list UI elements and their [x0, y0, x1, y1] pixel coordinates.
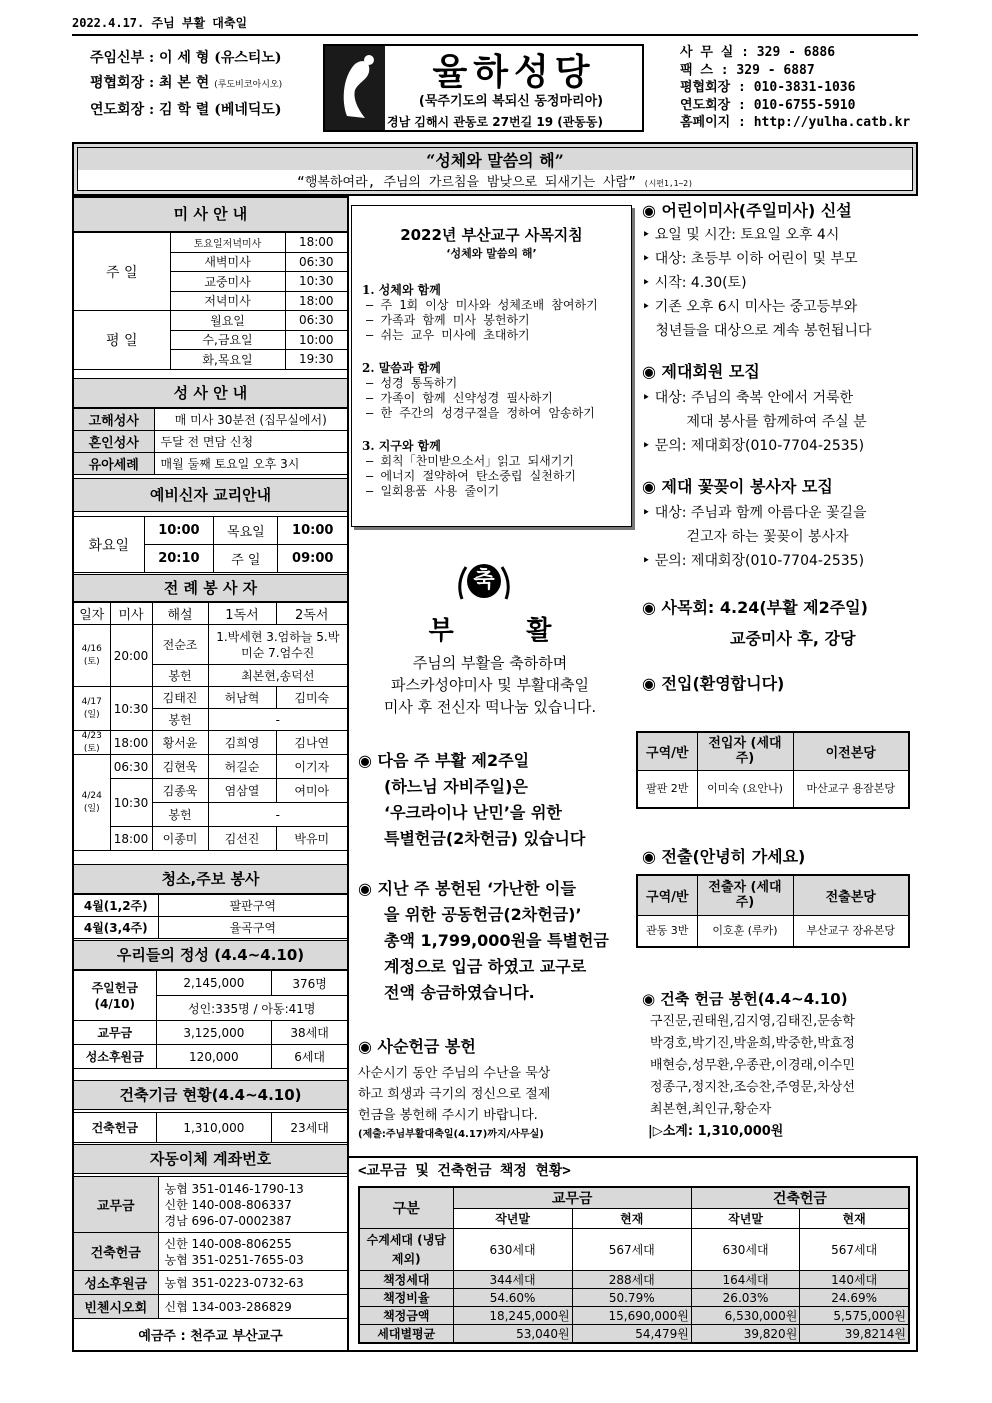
- person: 이호훈 (루카): [697, 915, 793, 947]
- table-cell: 53,040원: [453, 1325, 572, 1344]
- youth-president: 연도회장 : 김 학 렬 (베네딕도): [90, 102, 282, 118]
- guideline-item: – 쉬는 교우 미사에 초대하기: [366, 328, 530, 342]
- col-header: 작년말: [453, 1209, 572, 1229]
- parish: 마산교구 용잠본당: [793, 770, 909, 808]
- reader-2: 여미아: [276, 779, 347, 803]
- guideline-section: 1. 성체와 함께: [362, 283, 441, 297]
- contact-block: [680, 44, 910, 132]
- parish-subtitle: (묵주기도의 복되신 동정마리아): [418, 94, 604, 109]
- offering-amount: 2,145,000: [156, 971, 272, 996]
- flower-title: ◉ 제대 꽃꽂이 봉사자 모집: [642, 477, 833, 496]
- notice-poor-collection: ◉ 지난 주 봉헌된 ‘가난한 이들 을 위한 공동헌금(2차헌금)’ 총액 1,799,000원을 특별헌금 계정으로 입금 하였고 교구로 전액 송금하였습니다.: [358, 879, 609, 1002]
- guideline-item: – 주 1회 이상 미사와 성체조배 참여하기: [366, 298, 598, 312]
- office-tel: 사 무 실 : 329 - 6886: [680, 45, 836, 60]
- catechumen-table: [74, 516, 347, 573]
- sacrament-info: 매월 둘째 토요일 오후 3시: [154, 453, 347, 475]
- lent-note: (제출:주님부활대축일(4.17)까지/사무실): [358, 1129, 544, 1140]
- accounts-title: 자동이체 계좌번호: [74, 1144, 347, 1174]
- kids-mass-title: ◉ 어린이미사(주일미사) 신설: [642, 201, 852, 220]
- parish: 부산교구 장유본당: [793, 915, 909, 947]
- sunday-label: 주 일: [74, 233, 170, 311]
- youth-tel: 연도회장 : 010-6755-5910: [680, 97, 856, 113]
- cleaning-table: [74, 894, 347, 939]
- account-list: 신한 140-008-806255 농협 351-0251-7655-03: [158, 1233, 347, 1271]
- easter-message: 주님의 부활을 축하하며 파스카성야미사 및 부활대축일 미사 후 전신자 떡나눔 있습니다.: [383, 654, 597, 716]
- celebration-emblem-icon: [452, 555, 516, 607]
- notice-ukraine: ◉ 다음 주 부활 제2주일 (하느님 자비주일)은 ‘우크라이나 난민’을 위한 특별헌금(2차헌금) 있습니다: [358, 751, 586, 848]
- col-header: 이전본당: [793, 732, 909, 770]
- servers-title: 전 례 봉 사 자: [74, 574, 347, 602]
- date-cell: 4/16 (토): [74, 625, 110, 687]
- catechumen-title: 예비신자 교리안내: [74, 478, 347, 512]
- mass-time: 06:30: [285, 252, 347, 272]
- guideline-section: 3. 지구와 함께: [362, 439, 441, 453]
- assessment-title: <교무금 및 건축헌금 책정 현황>: [358, 1163, 571, 1179]
- table-cell: 50.79%: [572, 1289, 691, 1307]
- guideline-title: 2022년 부산교구 사목지침: [400, 226, 583, 244]
- commentator: 김태진: [152, 687, 208, 709]
- person: 이미숙 (요안나): [697, 770, 793, 808]
- date-cell: 4/23 (토): [74, 731, 110, 755]
- left-column: [72, 196, 349, 1352]
- sacrament-name: 혼인성사: [74, 431, 154, 453]
- row-label: 수계세대 (냉담제외): [359, 1229, 453, 1271]
- commentator: 김종욱: [152, 779, 208, 803]
- col-header: 2독서: [276, 603, 347, 625]
- reader-2: 김미숙: [276, 687, 347, 709]
- move-in-title: ◉ 전입(환영합니다): [642, 674, 785, 693]
- emblem-text: 축: [473, 568, 495, 593]
- mass-time: 18:00: [110, 827, 152, 851]
- council-tel: 평협회장 : 010-3831-1036: [680, 80, 856, 95]
- offering-label: 교무금: [74, 1021, 156, 1045]
- offering-label: 주일헌금 (4/10): [74, 971, 156, 1021]
- table-cell: 630세대: [453, 1229, 572, 1271]
- table-cell: 39,8214원: [800, 1325, 909, 1344]
- offering-count: 6세대: [272, 1045, 347, 1069]
- banner-quote: “행복하여라, 주님의 가르침을 밤낮으로 되새기는 사람” (시편1,1~2): [297, 175, 693, 190]
- table-cell: 164세대: [691, 1271, 799, 1289]
- date-cell: 4/24 (일): [74, 755, 110, 851]
- offertory-label: 봉헌: [152, 803, 208, 827]
- mass-name: 교중미사: [170, 272, 285, 292]
- building-table: [74, 1112, 347, 1143]
- commentator: 이종미: [152, 827, 208, 851]
- col-header: 일자: [74, 603, 110, 625]
- class-time: 10:00: [144, 517, 214, 545]
- weekday-label: 평 일: [74, 311, 170, 370]
- move-in-table: [636, 731, 910, 809]
- mass-name: 수,금요일: [170, 330, 285, 350]
- row-label: 책정금액: [359, 1307, 453, 1325]
- cleaning-week: 4월(1,2주): [74, 895, 158, 917]
- mass-name: 새벽미사: [170, 252, 285, 272]
- mass-title: 미 사 안 내: [74, 198, 347, 232]
- col-header: 해설: [152, 603, 208, 625]
- mass-time: 20:00: [110, 625, 152, 687]
- mass-name: 화,목요일: [170, 350, 285, 370]
- mass-time: 10:30: [110, 779, 152, 827]
- offering-title: 우리들의 정성 (4.4~4.10): [74, 940, 347, 970]
- sacrament-table: [74, 408, 347, 475]
- offertory-label: 봉헌: [152, 709, 208, 731]
- lent-title: ◉ 사순헌금 봉헌: [358, 1037, 476, 1056]
- col-header: 현재: [572, 1209, 691, 1229]
- staff-block: [90, 46, 282, 123]
- move-out-title: ◉ 전출(안녕히 가세요): [642, 847, 806, 866]
- guideline-item: – 일회용품 사용 줄이기: [366, 484, 500, 498]
- mass-name: 저녁미사: [170, 291, 285, 311]
- sunday-label: 주 일: [214, 545, 278, 573]
- col-header: 구역/반: [637, 875, 697, 915]
- parish-address: 경남 김해시 관동로 27번길 19 (관동동): [387, 115, 603, 129]
- reader-2: 이기자: [276, 755, 347, 779]
- year-banner: [72, 142, 918, 196]
- mass-time: 10:30: [110, 687, 152, 731]
- mass-time: 19:30: [285, 350, 347, 370]
- sacrament-info: 두달 전 면담 신청: [154, 431, 347, 453]
- account-label: 성소후원금: [74, 1271, 158, 1295]
- building-count: 23세대: [272, 1113, 347, 1143]
- guideline-section: 2. 말씀과 함께: [362, 361, 441, 375]
- fax: 팩 스 : 329 - 6887: [680, 62, 815, 78]
- council-president: 평협회장 : 최 본 현 (루도비코아시오): [90, 75, 283, 91]
- easter-title: 부 활: [428, 616, 552, 646]
- offertory-names: 최본현,송덕선: [208, 665, 347, 687]
- cleaning-group: 율곡구역: [158, 917, 347, 939]
- table-cell: 630세대: [691, 1229, 799, 1271]
- reader-2: 김나연: [276, 731, 347, 755]
- offering-count: 376명: [272, 971, 347, 996]
- col-header: 전출본당: [793, 875, 909, 915]
- col-header: 전출자 (세대주): [697, 875, 793, 915]
- offering-table: [74, 970, 347, 1069]
- mass-name: 월요일: [170, 311, 285, 331]
- mass-time: 18:00: [110, 731, 152, 755]
- assessment-table: [358, 1186, 910, 1344]
- building-offerers-title: ◉ 건축 헌금 봉헌(4.4~4.10): [642, 990, 848, 1008]
- account-label: 교무금: [74, 1177, 158, 1233]
- building-total: |▷소계: 1,310,000원: [648, 1124, 784, 1139]
- cleaning-group: 팔판구역: [158, 895, 347, 917]
- row-label: 책정세대: [359, 1271, 453, 1289]
- table-cell: 39,820원: [691, 1325, 799, 1344]
- col-header: 현재: [800, 1209, 909, 1229]
- cleaning-title: 청소,주보 봉사: [74, 864, 347, 894]
- guideline-item: – 회칙「찬미받으소서」읽고 되새기기: [366, 454, 574, 468]
- guideline-item: – 한 주간의 성경구절을 정하여 암송하기: [366, 406, 595, 420]
- pastoral-council-title: ◉ 사목회: 4.24(부활 제2주일): [642, 598, 868, 617]
- col-header: 작년말: [691, 1209, 799, 1229]
- table-cell: 5,575,000원: [800, 1307, 909, 1325]
- account-list: 농협 351-0146-1790-13 신한 140-008-806337 경남 696-07-0002387: [158, 1177, 347, 1233]
- account-holder: 예금주 : 천주교 부산교구: [74, 1319, 347, 1351]
- guideline-item: – 에너지 절약하여 탄소중립 실천하기: [366, 469, 577, 483]
- commentator: 황서윤: [152, 731, 208, 755]
- mass-name: 토요일저녁미사: [170, 233, 285, 253]
- row-label: 세대별평균: [359, 1325, 453, 1344]
- district: 관동 3반: [637, 915, 697, 947]
- servers-table: [74, 602, 347, 851]
- district: 팔판 2반: [637, 770, 697, 808]
- table-cell: 344세대: [453, 1271, 572, 1289]
- guideline-item: – 가족과 함께 미사 봉헌하기: [366, 313, 530, 327]
- col-header: 전입자 (세대주): [697, 732, 793, 770]
- reader-1: 김선진: [208, 827, 276, 851]
- col-header: 구분: [359, 1187, 453, 1229]
- account-label: 빈첸시오회: [74, 1295, 158, 1319]
- guideline-item: – 가족이 함께 신약성경 필사하기: [366, 391, 553, 405]
- building-offerers: [642, 988, 914, 1143]
- col-header: 구역/반: [637, 732, 697, 770]
- table-cell: 26.03%: [691, 1289, 799, 1307]
- mass-time: 10:30: [285, 272, 347, 292]
- building-amount: 1,310,000: [156, 1113, 272, 1143]
- table-cell: 18,245,000원: [453, 1307, 572, 1325]
- table-cell: 15,690,000원: [572, 1307, 691, 1325]
- building-title: 건축기금 현황(4.4~4.10): [74, 1080, 347, 1110]
- sacrament-info: 매 미사 30분전 (집무실에서): [154, 409, 347, 431]
- row-label: 책정비율: [359, 1289, 453, 1307]
- kids-mass-details: ‣ 요일 및 시간: 토요일 오후 4시 ‣ 대상: 초등부 이하 어린이 및 부모 ‣ 시작: 4.30(토) ‣ 기존 오후 6시 미사는 중고등부와 청년들을 대상으로 계속 봉헌됩니다: [642, 227, 872, 339]
- mass-time: 18:00: [285, 233, 347, 253]
- guideline-box: [351, 205, 632, 527]
- col-header: 1독서: [208, 603, 276, 625]
- table-cell: 567세대: [572, 1229, 691, 1271]
- offering-amount: 120,000: [156, 1045, 272, 1069]
- offering-amount: 3,125,000: [156, 1021, 272, 1045]
- sacrament-name: 고해성사: [74, 409, 154, 431]
- table-cell: 6,530,000원: [691, 1307, 799, 1325]
- account-number: 농협 351-0223-0732-63: [158, 1271, 347, 1295]
- offertory-names: -: [208, 709, 347, 731]
- homepage-link[interactable]: 홈페이지 : http://yulha.catb.kr: [680, 115, 911, 130]
- col-header: 교무금: [453, 1187, 691, 1209]
- altar-title: ◉ 제대회원 모집: [642, 362, 760, 381]
- accounts-table: [74, 1176, 347, 1351]
- offering-count: 38세대: [272, 1021, 347, 1045]
- move-out-table: [636, 874, 910, 948]
- mass-time: 18:00: [285, 291, 347, 311]
- reader-1: 염삼열: [208, 779, 276, 803]
- building-offerers-names: 구진문,권태원,김지영,김태진,문송학 박경호,박기진,박윤희,박중한,박효정 배현승,성무환,우종관,이경래,이수민 정종구,정지찬,조승찬,주영문,차상선 최본현,최인규,황순자: [650, 1014, 855, 1117]
- offertory-names: -: [208, 803, 347, 827]
- mass-time: 06:30: [110, 755, 152, 779]
- thursday-label: 목요일: [214, 517, 278, 545]
- top-rule: [72, 34, 918, 36]
- bulletin-date: 2022.4.17. 주님 부활 대축일: [72, 16, 248, 30]
- guideline-subtitle: ‘성체와 말씀의 해’: [446, 247, 537, 260]
- commentator: 김현욱: [152, 755, 208, 779]
- col-header: 미사: [110, 603, 152, 625]
- table-cell: 54,479원: [572, 1325, 691, 1344]
- reader-1: 허길순: [208, 755, 276, 779]
- account-number: 신협 134-003-286829: [158, 1295, 347, 1319]
- right-column: [642, 198, 914, 694]
- guideline-item: – 성경 통독하기: [366, 376, 458, 390]
- readers: 1.박세현 3.엄하늘 5.박미순 7.엄수진: [208, 625, 347, 665]
- table-cell: 140세대: [800, 1271, 909, 1289]
- pastor: 주임신부 : 이 세 형 (유스티노): [90, 50, 282, 66]
- offertory-label: 봉헌: [152, 665, 208, 687]
- reader-1: 허남혁: [208, 687, 276, 709]
- tuesday-label: 화요일: [74, 517, 144, 573]
- table-cell: 288세대: [572, 1271, 691, 1289]
- offering-detail: 성인:335명 / 아동:41명: [156, 996, 347, 1021]
- reader-2: 박유미: [276, 827, 347, 851]
- table-cell: 24.69%: [800, 1289, 909, 1307]
- table-cell: 54.60%: [453, 1289, 572, 1307]
- col-header: 건축헌금: [691, 1187, 909, 1209]
- offering-label: 성소후원금: [74, 1045, 156, 1069]
- mass-time: 06:30: [285, 311, 347, 331]
- commentator: 전순조: [152, 625, 208, 665]
- class-time: 09:00: [278, 545, 347, 573]
- class-time: 20:10: [144, 545, 214, 573]
- flower-details: ‣ 대상: 주님과 함께 아름다운 꽃길을 걷고자 하는 꽃꽂이 봉사자 ‣ 문의: 제대회장(010-7704-2535): [642, 505, 867, 569]
- sacrament-title: 성 사 안 내: [74, 378, 347, 408]
- mass-time: 10:00: [285, 330, 347, 350]
- date-cell: 4/17 (일): [74, 687, 110, 731]
- parish-title: 율하성당: [432, 51, 596, 93]
- account-label: 건축헌금: [74, 1233, 158, 1271]
- altar-details: ‣ 대상: 주님의 축복 안에서 거룩한 제대 봉사를 함께하여 주실 분 ‣ 문의: 제대회장(010-7704-2535): [642, 390, 867, 454]
- building-label: 건축헌금: [74, 1113, 156, 1143]
- banner-title: “성체와 말씀의 해”: [78, 148, 912, 170]
- sacrament-name: 유아세례: [74, 453, 154, 475]
- cleaning-week: 4월(3,4주): [74, 917, 158, 939]
- class-time: 10:00: [278, 517, 347, 545]
- lent-offering: ◉ 사순헌금 봉헌 사순시기 동안 주님의 수난을 묵상 하고 희생과 극기의 정신으로 절제 헌금을 봉헌해 주시기 바랍니다. (제출:주님부활대축일(4.17)까지/사무실): [358, 1034, 550, 1144]
- table-cell: 567세대: [800, 1229, 909, 1271]
- mass-table: [74, 232, 347, 370]
- pastoral-council-detail: 교중미사 후, 강당: [730, 629, 856, 648]
- reader-1: 김희영: [208, 731, 276, 755]
